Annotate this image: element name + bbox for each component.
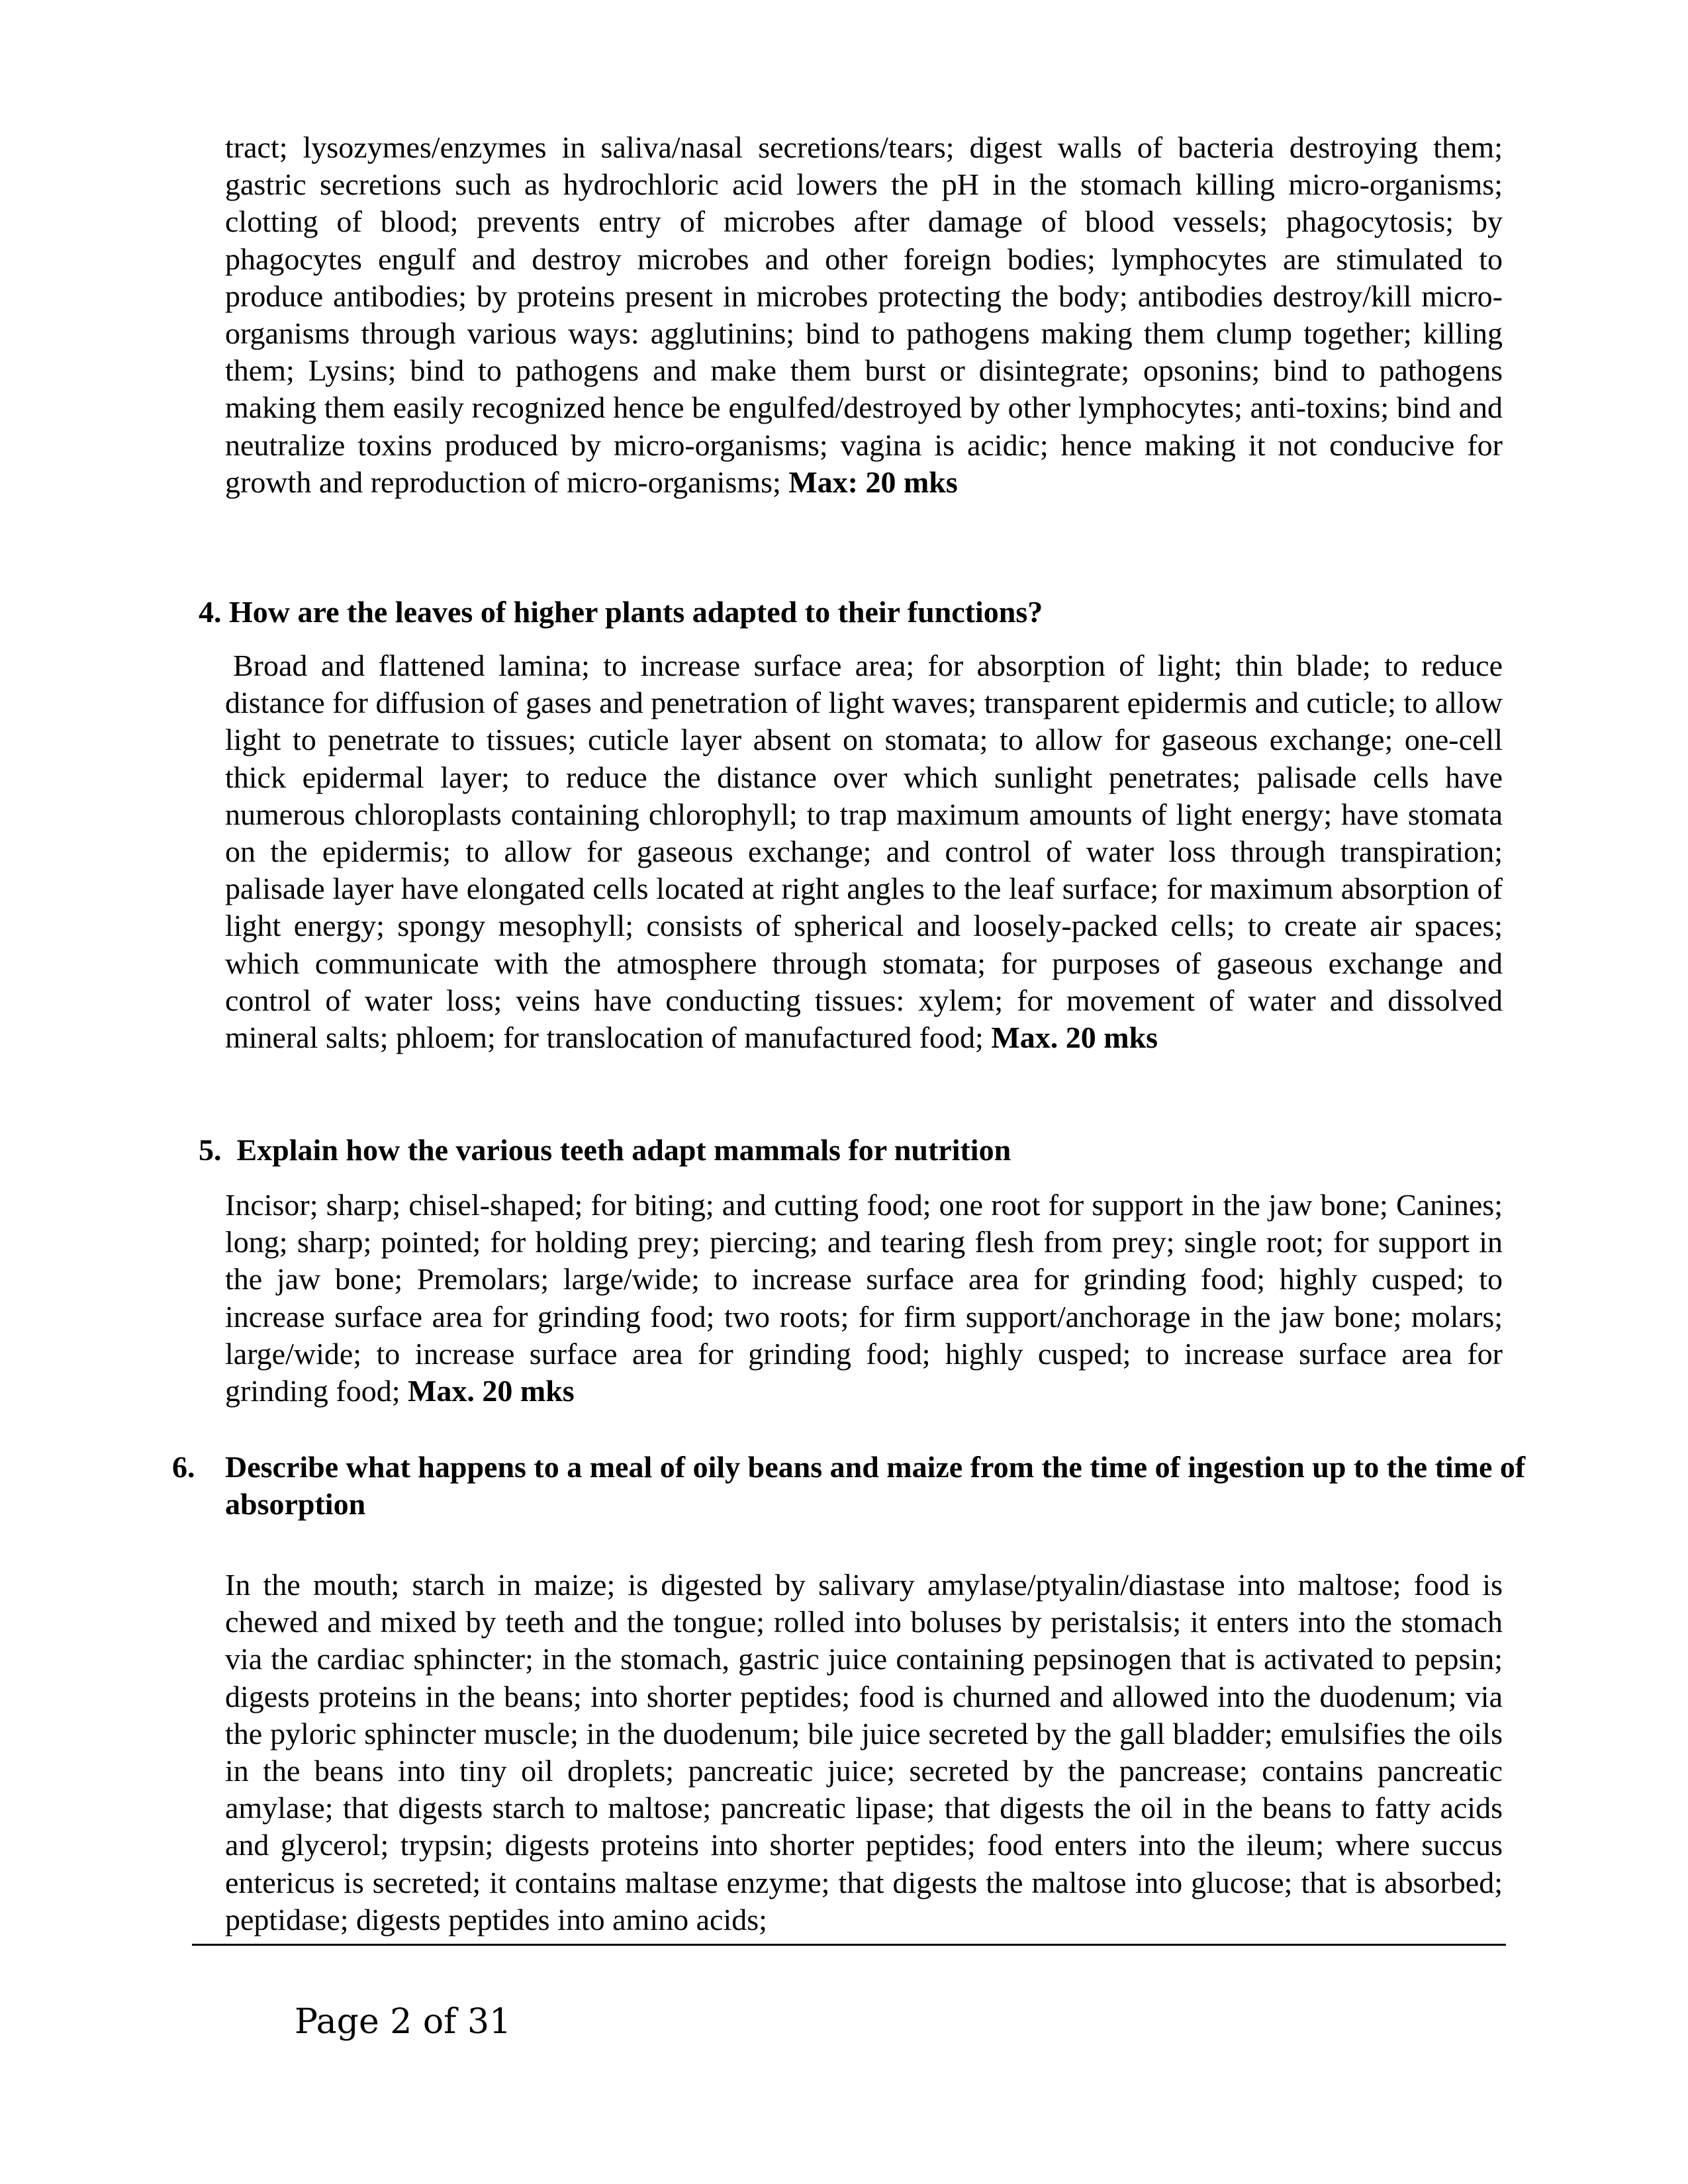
answer-5-text: Incisor; sharp; chisel-shaped; for biting; and cutting food; one root for support in the jaw bone; Canines; long; sharp; pointed; for holding prey; piercing; and tearing flesh from prey; single root; for support in the jaw bone; Premolars; large/wide; to increase surface area for grinding food; highly cusped; to increase surface area for grinding food; two roots; for firm support/anchorage in the jaw bone; molars; large/wide; to increase surface area for grinding food; highly cusped; to increase surface area for grinding food; xyxy=(225,1188,1503,1408)
answer-5-max-marks: Max. 20 mks xyxy=(407,1374,575,1408)
answer-3-text: tract; lysozymes/enzymes in saliva/nasal secretions/tears; digest walls of bacteria destroying them; gastric secretions such as hydrochloric acid lowers the pH in the stomach killing micro-organisms; clotting of blood; prevents entry of microbes after damage of blood vessels; phagocytosis; by phagocytes engulf and destroy microbes and other foreign bodies; lymphocytes are stimulated to produce antibodies; by proteins present in microbes protecting the body; antibodies destroy/kill micro-organisms through various ways: agglutinins; bind to pathogens making them clump together; killing them; Lysins; bind to pathogens and make them burst or disintegrate; opsonins; bind to pathogens making them easily recognized hence be engulfed/destroyed by other lymphocytes; anti-toxins; bind and neutralize toxins produced by micro-organisms; vagina is acidic; hence making it not conducive for growth and reproduction of micro-organisms; xyxy=(225,130,1503,499)
answer-4-max-marks: Max. 20 mks xyxy=(991,1021,1158,1055)
answer-6 xyxy=(225,1567,1503,1938)
question-4-text: How are the leaves of higher plants adapted to their functions? xyxy=(229,595,1043,629)
answer-3-max-marks: Max: 20 mks xyxy=(788,465,958,499)
answer-4-text: Broad and flattened lamina; to increase surface area; for absorption of light; thin blade; to reduce distance for diffusion of gases and penetration of light waves; transparent epidermis and cuticle; to allow light to penetrate to tissues; cuticle layer absent on stomata; to allow for gaseous exchange; one-cell thick epidermal layer; to reduce the distance over which sunlight penetrates; palisade cells have numerous chloroplasts containing chlorophyll; to trap maximum amounts of light energy; have stomata on the epidermis; to allow for gaseous exchange; and control of water loss through transpiration; palisade layer have elongated cells located at right angles to the leaf surface; for maximum absorption of light energy; spongy mesophyll; consists of spherical and loosely-packed cells; to create air spaces; which communicate with the atmosphere through stomata; for purposes of gaseous exchange and control of water loss; veins have conducting tissues: xylem; for movement of water and dissolved mineral salts; phloem; for translocation of manufactured food; xyxy=(225,649,1503,1055)
question-6-heading xyxy=(172,1449,1529,1523)
answer-5 xyxy=(225,1187,1503,1410)
footer-divider xyxy=(192,1944,1506,1946)
question-4-heading xyxy=(199,594,1503,631)
question-6-text: Describe what happens to a meal of oily beans and maize from the time of ingestion up to the time of absorption xyxy=(225,1450,1526,1521)
question-5-heading xyxy=(199,1132,1503,1169)
page-number: Page 2 of 31 xyxy=(295,2002,512,2042)
answer-6-text: In the mouth; starch in maize; is digested by salivary amylase/ptyalin/diastase into maltose; food is chewed and mixed by teeth and the tongue; rolled into boluses by peristalsis; it enters into the stomach via the cardiac sphincter; in the stomach, gastric juice containing pepsinogen that is activated to pepsin; digests proteins in the beans; into shorter peptides; food is churned and allowed into the duodenum; via the pyloric sphincter muscle; in the duodenum; bile juice secreted by the gall bladder; emulsifies the oils in the beans into tiny oil droplets; pancreatic juice; secreted by the pancrease; contains pancreatic amylase; that digests starch to maltose; pancreatic lipase; that digests the oil in the beans to fatty acids and glycerol; trypsin; digests proteins into shorter peptides; food enters into the ileum; where succus entericus is secreted; it contains maltase enzyme; that digests the maltose into glucose; that is absorbed; peptidase; digests peptides into amino acids; xyxy=(225,1568,1503,1936)
answer-3-continued xyxy=(225,129,1503,501)
question-5-number: 5. xyxy=(199,1133,222,1167)
answer-4 xyxy=(225,647,1503,1056)
question-4-number: 4. xyxy=(199,595,222,629)
question-6-number: 6. xyxy=(172,1450,195,1484)
question-5-text: Explain how the various teeth adapt mammals for nutrition xyxy=(236,1133,1011,1167)
